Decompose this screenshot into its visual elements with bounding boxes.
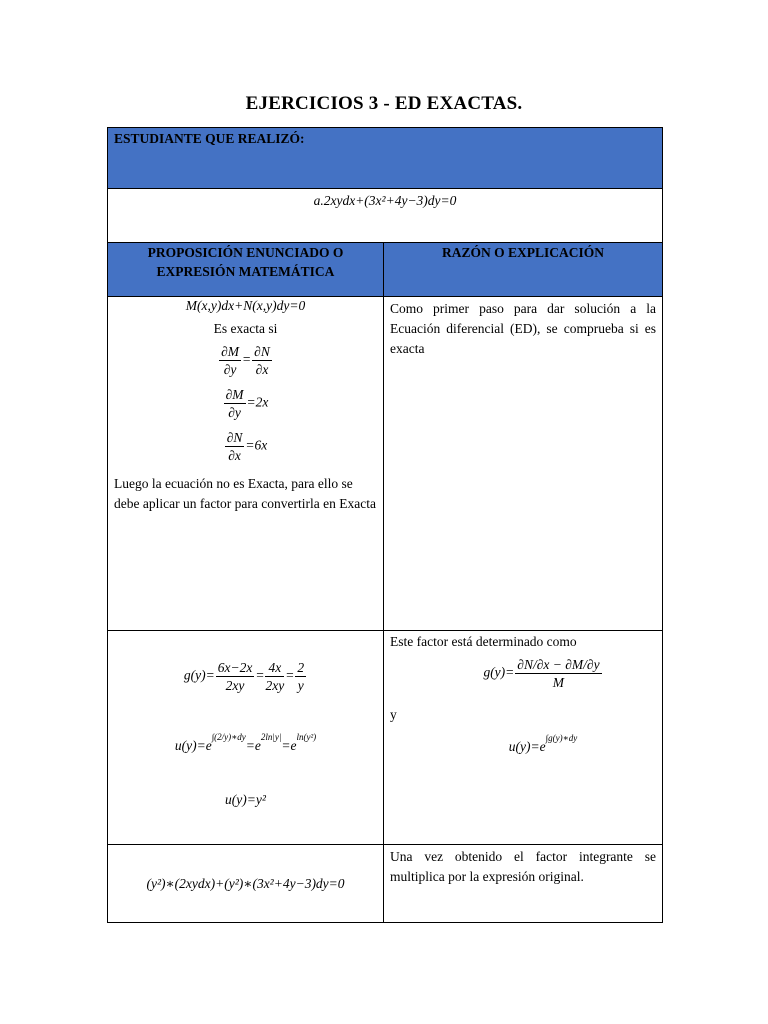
factor-intro: Este factor está determinado como	[390, 634, 577, 649]
row2-explanation	[384, 631, 663, 845]
row3-equations	[108, 845, 384, 923]
header-row	[108, 243, 663, 297]
y-word: y	[390, 707, 397, 722]
table-row	[108, 631, 663, 845]
exact-if-text: Es exacta si	[213, 321, 278, 336]
header-explanation: RAZÓN O EXPLICACIÓN	[384, 243, 663, 297]
table-row	[108, 845, 663, 923]
student-row	[108, 128, 663, 189]
row1-equations	[108, 297, 384, 631]
exactness-condition: $\frac{\partial M}{\partial y}$ = $\frac{\partial N}{\partial x}$	[221, 344, 270, 377]
problem-equation: a.2xydx+(3x²+4y−3)dy=0	[313, 193, 457, 208]
table-row	[108, 297, 663, 631]
u-result: u(y)=y²	[225, 792, 266, 807]
row2-equations	[108, 631, 384, 845]
partial-n-equation: $\frac{\partial N}{\partial x}$ =6x	[226, 430, 268, 463]
conclusion-text: Luego la ecuación no es Exacta, para ello se debe aplicar un factor para convertirla en Exacta	[114, 476, 376, 511]
header-proposition: PROPOSICIÓN ENUNCIADO O EXPRESIÓN MATEMÁTICA	[108, 243, 384, 297]
student-label: ESTUDIANTE QUE REALIZÓ:	[108, 128, 663, 189]
explanation-text: Como primer paso para dar solución a la Ecuación diferencial (ED), se comprueba si es exacta	[390, 301, 657, 356]
partial-m-equation: $\frac{\partial M}{\partial y}$ =2x	[225, 387, 269, 420]
u-definition: $u(y)=e^{\int g(y)∗dy}$	[508, 733, 578, 754]
final-equation: (y²)∗(2xydx)+(y²)∗(3x²+4y−3)dy=0	[146, 875, 345, 891]
u-equation: $u(y)=e^{\int(2/y)∗dy}=e^{2ln|y|}=e^{ln(y^2)}$	[174, 732, 317, 753]
explanation-text: Una vez obtenido el factor integrante se multiplica por la expresión original.	[390, 849, 657, 884]
row3-explanation	[384, 845, 663, 923]
g-equation: g(y)= $\frac{6x-2x}{2xy}$ = $\frac{4x}{2xy}$ = $\frac{2}{y}$	[183, 660, 305, 693]
general-equation: M(x,y)dx+N(x,y)dy=0	[185, 298, 306, 313]
problem-row	[108, 189, 663, 243]
row1-explanation	[384, 297, 663, 631]
exercise-table	[107, 127, 663, 923]
g-definition: g(y)= $\frac{\partial N/\partial x - \partial M/\partial y}{M}$	[483, 657, 600, 690]
page-title: EJERCICIOS 3 - ED EXACTAS.	[245, 93, 523, 114]
